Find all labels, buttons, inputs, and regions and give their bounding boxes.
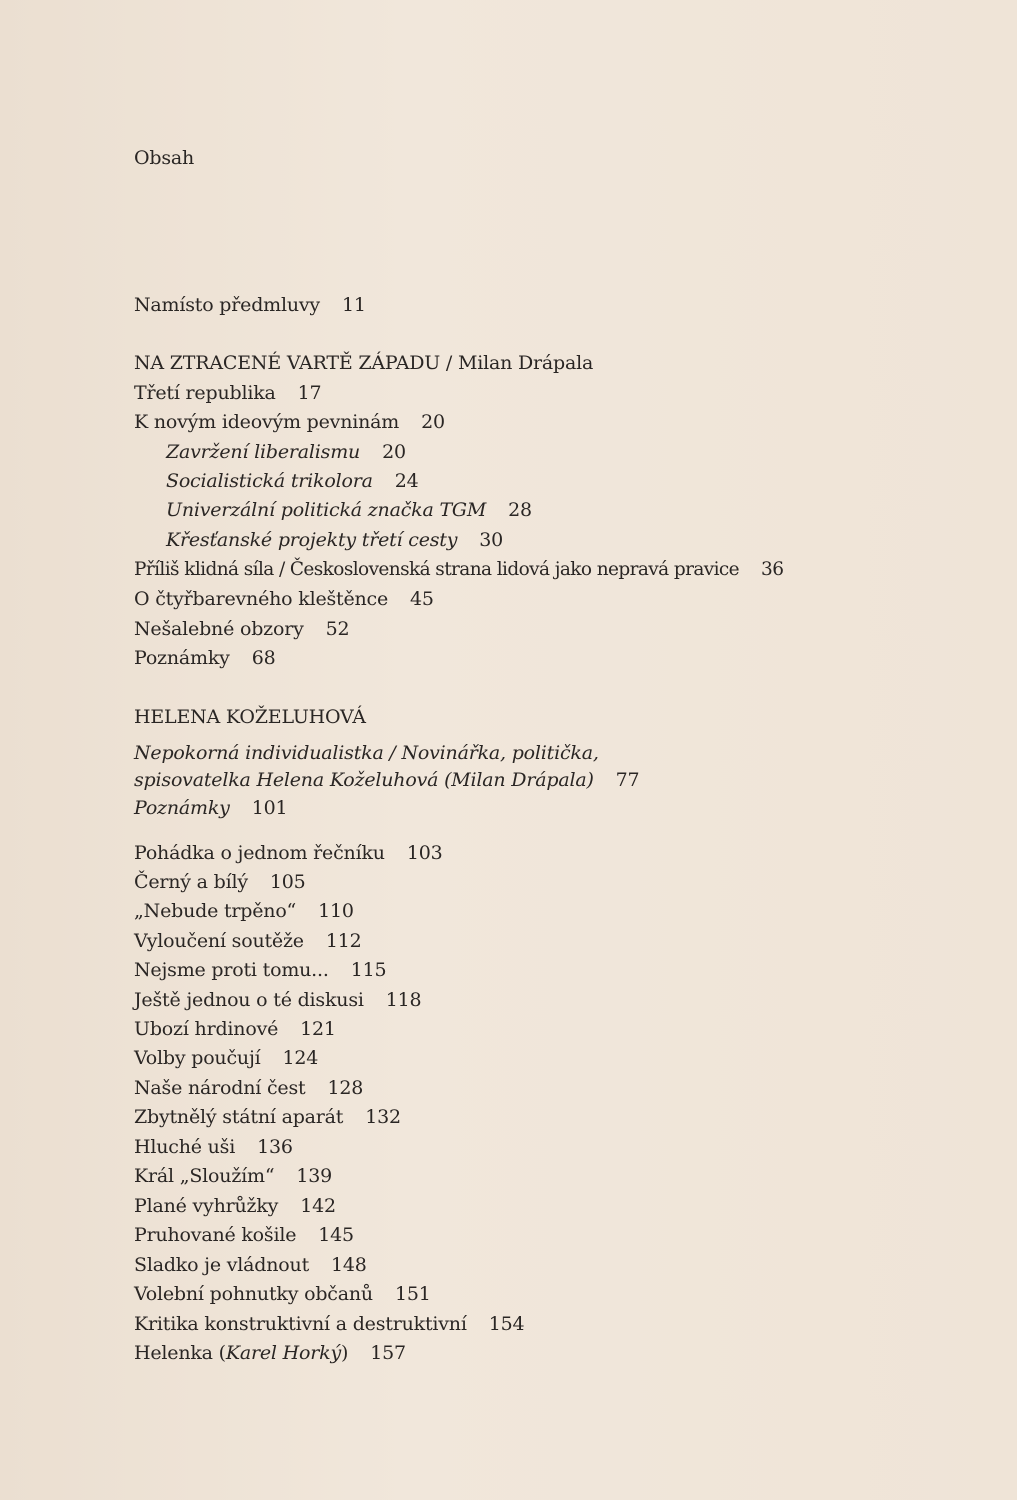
toc-entry: Ubozí hrdinové 121 [134, 1018, 336, 1040]
toc-entry: Král „Sloužím“ 139 [134, 1165, 333, 1187]
toc-entry: Vyloučení soutěže 112 [134, 930, 362, 952]
toc-entry: Třetí republika 17 [134, 382, 322, 404]
toc-entry: Naše národní čest 128 [134, 1077, 364, 1099]
toc-entry: Nejsme proti tomu... 115 [134, 959, 387, 981]
toc-entry: Zbytnělý státní aparát 132 [134, 1106, 401, 1128]
toc-entry: Pohádka o jednom řečníku 103 [134, 842, 443, 864]
toc-entry: Hluché uši 136 [134, 1136, 293, 1158]
toc-entry: Plané vyhrůžky 142 [134, 1195, 336, 1217]
toc-entry: Kritika konstruktivní a destruktivní 154 [134, 1313, 525, 1335]
toc-subentry: Socialistická trikolora 24 [166, 470, 419, 492]
toc-entry: Ještě jednou o té diskusi 118 [134, 989, 422, 1011]
toc-entry: Pruhované košile 145 [134, 1224, 354, 1246]
toc-subentry: Zavržení liberalismu 20 [166, 441, 406, 463]
toc-subentry: Křesťanské projekty třetí cesty 30 [166, 529, 504, 551]
toc-entry: Sladko je vládnout 148 [134, 1254, 367, 1276]
toc-entry: Poznámky 101 [134, 797, 288, 819]
toc-entry: „Nebude trpěno“ 110 [134, 900, 354, 922]
toc-entry: O čtyřbarevného kleštěnce 45 [134, 588, 434, 610]
toc-entry: K novým ideovým pevninám 20 [134, 411, 445, 433]
toc-section-heading: NA ZTRACENÉ VARTĚ ZÁPADU / Milan Drápala [134, 352, 594, 374]
toc-entry: Namísto předmluvy 11 [134, 294, 366, 316]
toc-entry: Černý a bílý 105 [134, 871, 306, 893]
toc-entry: Volby poučují 124 [134, 1047, 319, 1069]
toc-subentry: Univerzální politická značka TGM 28 [166, 499, 532, 521]
page-title: Obsah [134, 147, 195, 169]
toc-entry: Helenka (Karel Horký) 157 [134, 1342, 406, 1364]
toc-entry: Nepokorná individualistka / Novinářka, politička, [134, 742, 599, 764]
toc-entry: Příliš klidná síla / Československá strana lidová jako nepravá pravice 36 [134, 559, 784, 580]
toc-entry: Nešalebné obzory 52 [134, 618, 350, 640]
toc-entry: Poznámky 68 [134, 647, 276, 669]
toc-entry: spisovatelka Helena Koželuhová (Milan Drápala) 77 [134, 769, 640, 791]
author-name: Karel Horký [225, 1342, 341, 1364]
toc-section-heading: HELENA KOŽELUHOVÁ [134, 706, 366, 728]
toc-entry: Volební pohnutky občanů 151 [134, 1283, 431, 1305]
